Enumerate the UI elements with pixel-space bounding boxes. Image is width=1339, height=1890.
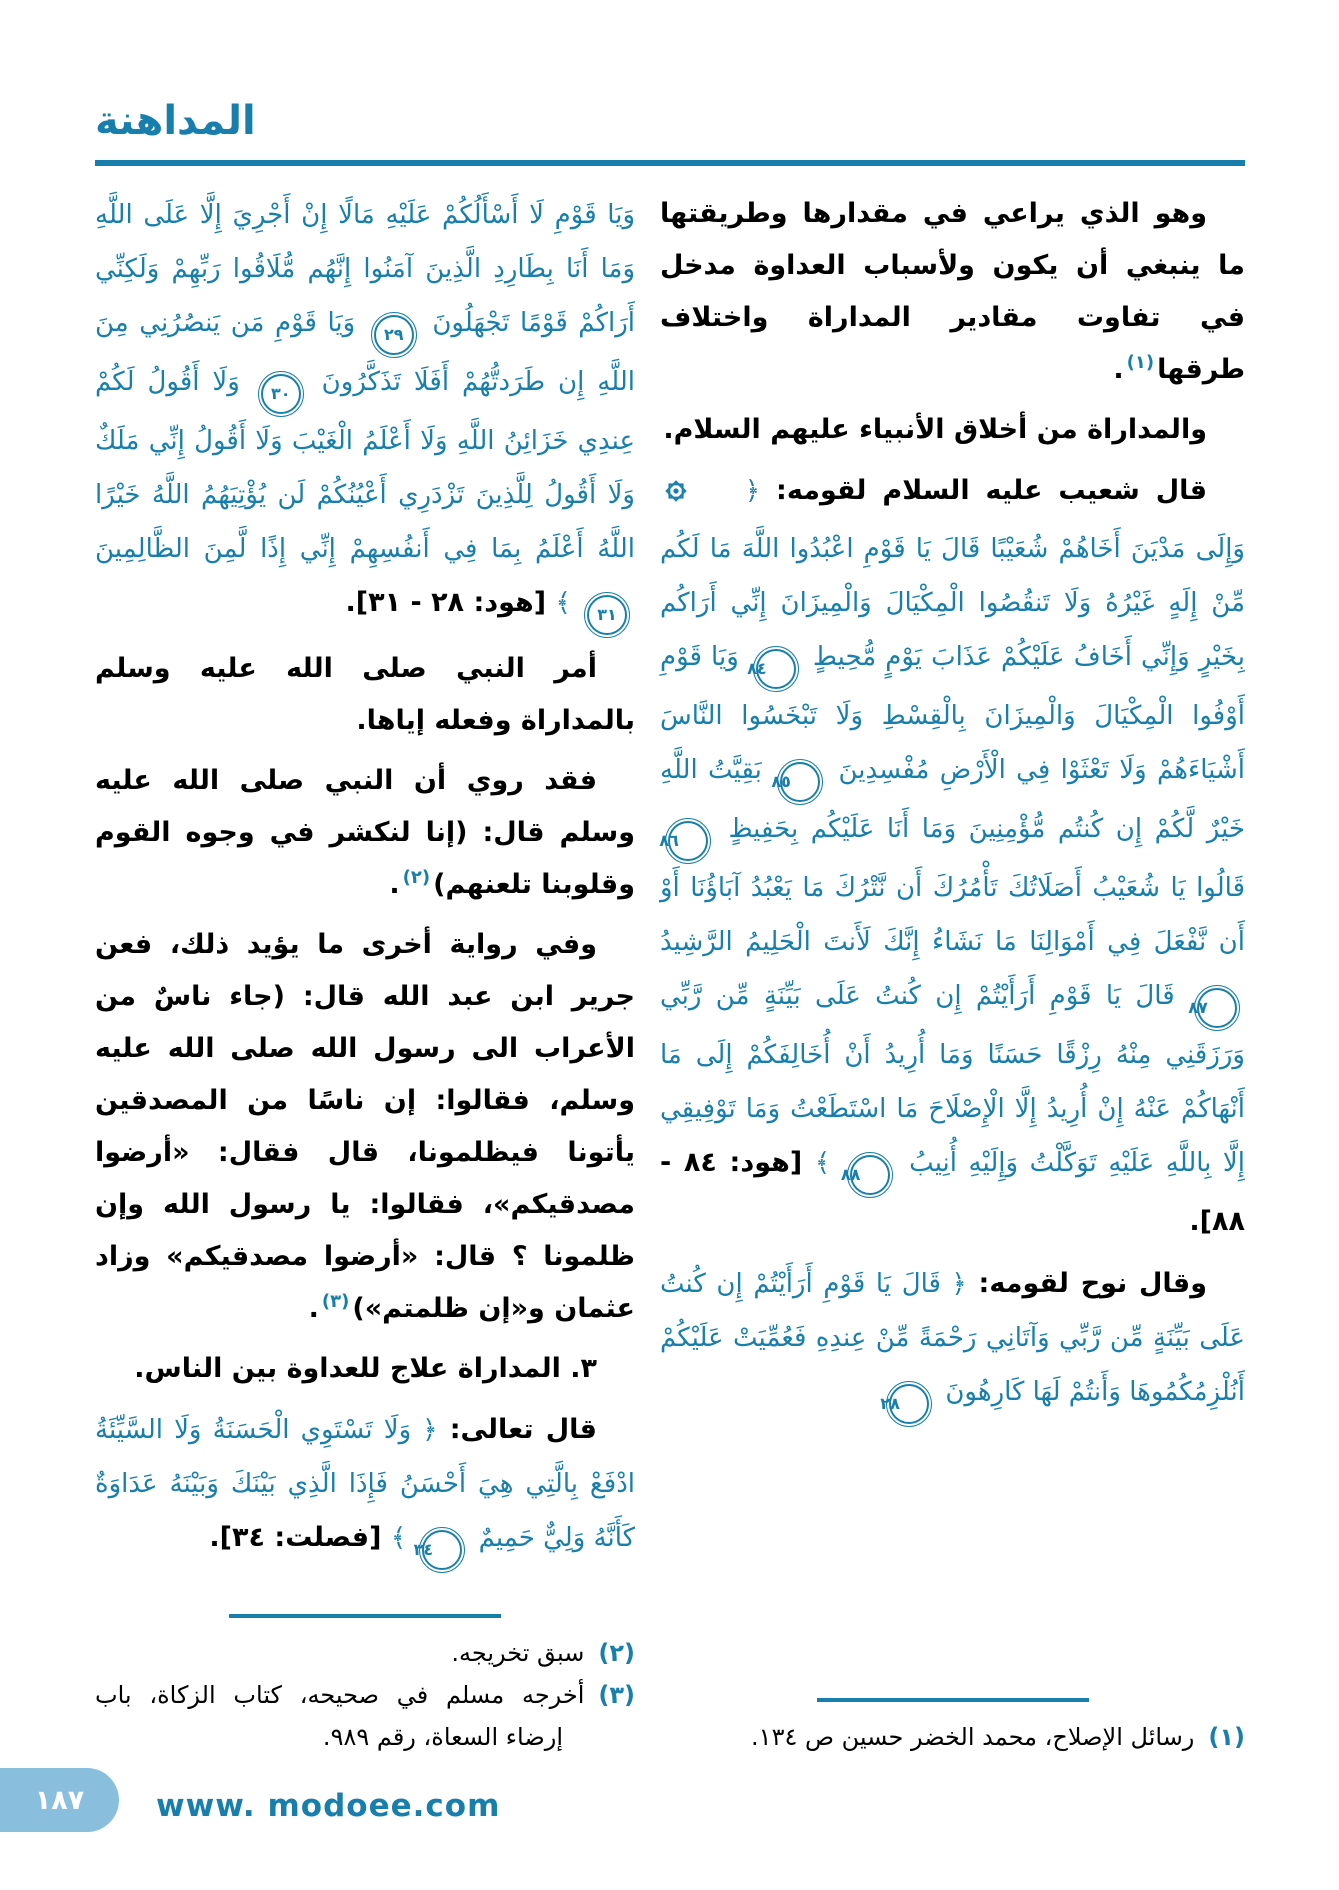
- quran-quote-hud-29-31: وَيَا قَوْمِ لَا أَسْأَلُكُمْ عَلَيْهِ مَالًا إِنْ أَجْرِيَ إِلَّا عَلَى اللَّهِ وَمَا أَنَا بِطَارِدِ الَّذِينَ آمَنُوا إِنَّهُم مُّلَاقُوا رَبِّهِمْ وَلَكِنِّي أَرَاكُمْ قَوْمًا تَجْهَلُونَ ٢٩ وَيَا قَوْمِ مَن يَنصُرُنِي مِنَ اللَّهِ إِن طَرَدتُّهُمْ أَفَلَا تَذَكَّرُونَ ٣٠ وَلَا أَقُولُ لَكُمْ عِندِي خَزَائِنُ اللَّهِ وَلَا أَعْلَمُ الْغَيْبَ وَلَا أَقُولُ إِنِّي مَلَكٌ وَلَا أَقُولُ لِلَّذِينَ تَزْدَرِي أَعْيُنُكُمْ لَن يُؤْتِيَهُمُ اللَّهُ خَيْرًا اللَّهُ أَعْلَمُ بِمَا فِي أَنفُسِهِمْ إِنِّي إِذًا لَّمِنَ الظَّالِمِينَ ٣١ ﴾: [95, 200, 635, 618]
- footnotes-right: [660, 1698, 1245, 1758]
- page-header: [95, 92, 1245, 166]
- paragraph-text: .: [1113, 354, 1124, 385]
- ayah-number-medallion: ٨٦: [668, 821, 708, 861]
- ayah-number-medallion: ٣٤: [422, 1530, 462, 1570]
- paragraph-with-quran: [95, 1403, 635, 1570]
- footnotes-left: [95, 1614, 635, 1758]
- quran-quote-hud-84-88: ﴿ وَإِلَى مَدْيَنَ أَخَاهُمْ شُعَيْبًا قَالَ يَا قَوْمِ اعْبُدُوا اللَّهَ مَا لَكُم مِّنْ إِلَهٍ غَيْرُهُ وَلَا تَنقُصُوا الْمِكْيَالَ وَالْمِيزَانَ إِنِّي أَرَاكُم بِخَيْرٍ وَإِنِّي أَخَافُ عَلَيْكُمْ عَذَابَ يَوْمٍ مُّحِيطٍ ٨٤ وَيَا قَوْمِ أَوْفُوا الْمِكْيَالَ وَالْمِيزَانَ بِالْقِسْطِ وَلَا تَبْخَسُوا النَّاسَ أَشْيَاءَهُمْ وَلَا تَعْثَوْا فِي الْأَرْضِ مُفْسِدِينَ ٨٥ بَقِيَّتُ اللَّهِ خَيْرٌ لَّكُمْ إِن كُنتُم مُّؤْمِنِينَ وَمَا أَنَا عَلَيْكُم بِحَفِيظٍ ٨٦ قَالُوا يَا شُعَيْبُ أَصَلَاتُكَ تَأْمُرُكَ أَن نَّتْرُكَ مَا يَعْبُدُ آبَاؤُنَا أَوْ أَن نَّفْعَلَ فِي أَمْوَالِنَا مَا نَشَاءُ إِنَّكَ لَأَنتَ الْحَلِيمُ الرَّشِيدُ ٨٧ قَالَ يَا قَوْمِ أَرَأَيْتُمْ إِن كُنتُ عَلَى بَيِّنَةٍ مِّن رَّبِّي وَرَزَقَنِي مِنْهُ رِزْقًا حَسَنًا وَمَا أُرِيدُ أَنْ أُخَالِفَكُمْ إِلَى مَا أَنْهَاكُمْ عَنْهُ إِنْ أُرِيدُ إِلَّا الْإِصْلَاحَ مَا اسْتَطَعْتُ وَمَا تَوْفِيقِي إِلَّا بِاللَّهِ عَلَيْهِ تَوَكَّلْتُ وَإِلَيْهِ أُنِيبُ ٨٨ ﴾: [660, 476, 1245, 1178]
- paragraph-text: .: [308, 1293, 319, 1324]
- footnote-item: [95, 1674, 635, 1758]
- quote-intro: وقال نوح لقومه:: [966, 1268, 1208, 1299]
- ayah-reference: [فصلت: ٣٤].: [209, 1522, 391, 1553]
- ayah-reference: [هود: ٢٨ - ٣١].: [345, 587, 556, 618]
- footnote-number: (٣): [598, 1681, 635, 1709]
- footnotes-separator: [817, 1698, 1089, 1702]
- ayah-number-medallion: ٨٤: [756, 649, 796, 689]
- paragraph-with-quran: [660, 1257, 1245, 1424]
- paragraph-with-quran: [660, 464, 1245, 1249]
- footnote-ref-3: (٣): [321, 1291, 350, 1312]
- paragraph: والمداراة من أخلاق الأنبياء عليهم السلام.: [663, 414, 1207, 445]
- footnote-number: (٢): [598, 1639, 635, 1667]
- paragraph-text: وفي رواية أخرى ما يؤيد ذلك، فعن جرير ابن عبد الله قال: (جاء ناسٌ من الأعراب الى رسول الله صلى الله عليه وسلم، فقالوا: إن ناسًا من المصدقين يأتونا فيظلمونا، قال فقال: «أرضوا مصدقيكم»، فقالوا: يا رسول الله وإن ظلمونا ؟ قال: «أرضوا مصدقيكم» وزاد عثمان و«إن ظلمتم»): [95, 929, 635, 1324]
- footnote-text: سبق تخريجه.: [451, 1639, 585, 1667]
- footnote-item: [95, 1632, 635, 1674]
- ayah-number-medallion: ٢٩: [374, 315, 414, 355]
- quote-intro: قال شعيب عليه السلام لقومه:: [760, 475, 1207, 506]
- footnote-ref-1: (١): [1126, 352, 1155, 373]
- website-url: www. modoee.com: [156, 1788, 501, 1824]
- paragraph-text: .: [389, 869, 400, 900]
- page-number: ١٨٧: [34, 1784, 85, 1816]
- paragraph-with-quran: [95, 188, 635, 635]
- right-column: [660, 188, 1245, 1758]
- paragraph: [660, 188, 1245, 396]
- footnote-ref-2: (٢): [402, 867, 431, 888]
- ayah-number-medallion: ٢٨: [889, 1384, 929, 1424]
- footnote-text: رسائل الإصلاح، محمد الخضر حسين ص ١٣٤.: [751, 1723, 1195, 1751]
- ayah-number-medallion: ٣٠: [261, 374, 301, 414]
- footnote-item: [660, 1716, 1245, 1758]
- page-footer: [0, 1760, 1339, 1890]
- quote-intro: قال تعالى:: [437, 1414, 597, 1445]
- page-title: المداهنة: [95, 98, 256, 144]
- paragraph: أمر النبي صلى الله عليه وسلم بالمداراة وفعله إياها.: [95, 653, 635, 736]
- footnotes-separator: [229, 1614, 501, 1618]
- paragraph: [95, 755, 635, 911]
- ayah-number-medallion: ٨٧: [1197, 988, 1237, 1028]
- section-heading: ٣. المداراة علاج للعداوة بين الناس.: [134, 1353, 597, 1384]
- paragraph-text: وهو الذي يراعي في مقدارها وطريقتها ما ينبغي أن يكون ولأسباب العداوة مدخل في تفاوت مقادير المداراة واختلاف طرقها: [660, 198, 1245, 385]
- header-rule: [95, 160, 1245, 166]
- rub-el-hizb-icon: [664, 468, 726, 522]
- ayah-number-medallion: ٣١: [587, 595, 627, 635]
- paragraph: [95, 919, 635, 1335]
- quran-quote-fussilat-34: ﴿ وَلَا تَسْتَوِي الْحَسَنَةُ وَلَا السَّيِّئَةُ ادْفَعْ بِالَّتِي هِيَ أَحْسَنُ فَإِذَا الَّذِي بَيْنَكَ وَبَيْنَهُ عَدَاوَةٌ كَأَنَّهُ وَلِيٌّ حَمِيمٌ ٣٤ ﴾: [95, 1415, 635, 1553]
- left-column: [95, 188, 635, 1758]
- footnote-number: (١): [1208, 1723, 1245, 1751]
- quran-quote-hud-28: ﴿ قَالَ يَا قَوْمِ أَرَأَيْتُمْ إِن كُنتُ عَلَى بَيِّنَةٍ مِّن رَّبِّي وَآتَانِي رَحْمَةً مِّنْ عِندِهِ فَعُمِّيَتْ عَلَيْكُمْ أَنُلْزِمُكُمُوهَا وَأَنتُمْ لَهَا كَارِهُونَ ٢٨: [660, 1269, 1245, 1407]
- two-column-layout: [95, 188, 1245, 1758]
- ayah-number-medallion: ٨٨: [850, 1155, 890, 1195]
- footnote-text: أخرجه مسلم في صحيحه، كتاب الزكاة، باب إرضاء السعاة، رقم ٩٨٩.: [95, 1681, 585, 1751]
- ayah-number-medallion: ٨٥: [780, 762, 820, 802]
- page-number-badge: [0, 1768, 119, 1832]
- paragraph-text: فقد روي أن النبي صلى الله عليه وسلم قال: (إنا لنكشر في وجوه القوم وقلوبنا تلعنهم): [95, 765, 635, 900]
- ayah-reference: [هود: ٨٤ - ٨٨].: [660, 1147, 1245, 1237]
